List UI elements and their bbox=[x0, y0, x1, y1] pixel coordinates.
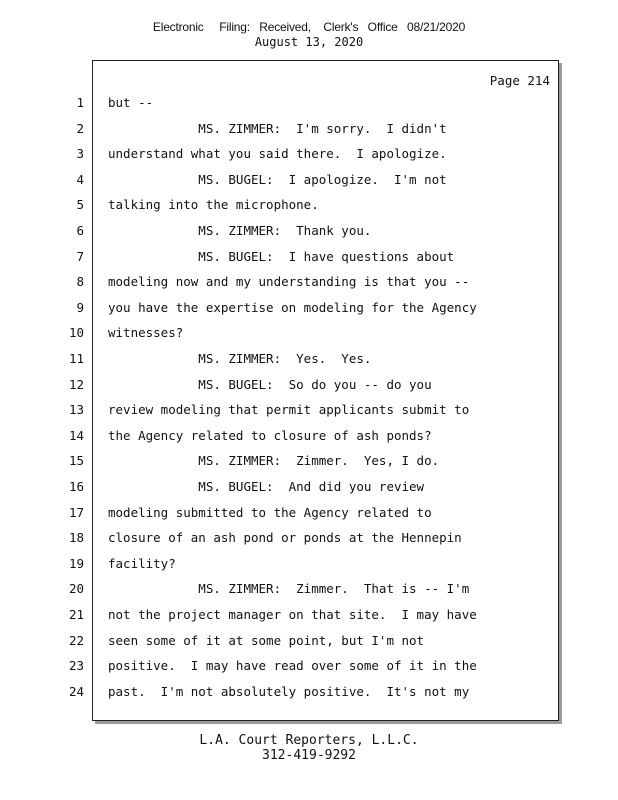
line-number: 18 bbox=[68, 530, 84, 546]
line-number: 22 bbox=[68, 632, 84, 648]
transcript-line-text: positive. I may have read over some of it in the bbox=[108, 658, 477, 674]
line-number: 2 bbox=[76, 120, 84, 136]
transcript-line-text: seen some of it at some point, but I'm not bbox=[108, 632, 425, 648]
line-number: 23 bbox=[68, 658, 84, 674]
transcript-line-text: understand what you said there. I apologize. bbox=[108, 146, 447, 162]
transcript-line-text: closure of an ash pond or ponds at the Hennepin bbox=[108, 530, 462, 546]
line-number: 10 bbox=[68, 325, 84, 341]
transcript-line-text: you have the expertise on modeling for the Agency bbox=[108, 299, 477, 315]
transcript-line-text: modeling submitted to the Agency related to bbox=[108, 504, 432, 520]
line-number: 1 bbox=[76, 95, 84, 110]
transcript-line-text: witnesses? bbox=[108, 325, 184, 341]
transcript-line-text: talking into the microphone. bbox=[108, 197, 319, 213]
line-number: 21 bbox=[68, 607, 84, 622]
line-number: 20 bbox=[68, 581, 84, 597]
line-number: 14 bbox=[68, 427, 84, 443]
transcript-line-text: not the project manager on that site. I may have bbox=[108, 607, 477, 622]
transcript-line-text: MS. ZIMMER: Thank you. bbox=[108, 223, 372, 238]
transcript-line-text: modeling now and my understanding is that you -- bbox=[108, 274, 470, 290]
filing-stamp: Electronic Filing: Received, Clerk's Office 08/21/2020 bbox=[152, 20, 466, 34]
transcript-line-text: MS. BUGEL: So do you -- do you bbox=[108, 376, 432, 392]
transcript-line-text: MS. BUGEL: I have questions about bbox=[108, 248, 455, 264]
line-number: 8 bbox=[76, 274, 84, 290]
line-number: 19 bbox=[68, 555, 84, 571]
transcript-line-text: past. I'm not absolutely positive. It's not my bbox=[108, 683, 470, 699]
line-number: 17 bbox=[68, 504, 84, 520]
line-number: 13 bbox=[68, 402, 84, 418]
transcript-line-text: review modeling that permit applicants submit to bbox=[108, 402, 470, 418]
page-number: Page 214 bbox=[489, 73, 550, 88]
line-number: 6 bbox=[76, 223, 84, 238]
line-number: 24 bbox=[68, 683, 84, 699]
transcript-line-text: the Agency related to closure of ash ponds? bbox=[108, 427, 432, 443]
line-number: 11 bbox=[68, 351, 84, 366]
transcript-line-text: MS. BUGEL: I apologize. I'm not bbox=[108, 171, 447, 187]
reporter-phone: 312-419-9292 bbox=[262, 748, 356, 763]
line-number: 16 bbox=[68, 479, 84, 494]
transcript-line-text: MS. ZIMMER: Zimmer. Yes, I do. bbox=[108, 453, 440, 469]
line-number: 9 bbox=[76, 299, 84, 315]
line-number: 5 bbox=[76, 197, 84, 213]
line-number: 7 bbox=[76, 248, 84, 264]
transcript-line-text: MS. ZIMMER: I'm sorry. I didn't bbox=[108, 120, 447, 136]
transcript-line-text: MS. BUGEL: And did you review bbox=[108, 479, 425, 494]
transcript-line-text: facility? bbox=[108, 555, 176, 571]
transcript-line-text: MS. ZIMMER: Zimmer. That is -- I'm bbox=[108, 581, 470, 597]
reporter-name: L.A. Court Reporters, L.L.C. bbox=[199, 733, 419, 748]
line-number: 15 bbox=[68, 453, 84, 469]
line-number: 4 bbox=[76, 171, 84, 187]
transcript-date: August 13, 2020 bbox=[254, 35, 364, 49]
transcript-line-text: but -- bbox=[108, 95, 154, 110]
line-number: 3 bbox=[76, 146, 84, 162]
transcript-line-text: MS. ZIMMER: Yes. Yes. bbox=[108, 351, 372, 366]
line-number: 12 bbox=[68, 376, 84, 392]
